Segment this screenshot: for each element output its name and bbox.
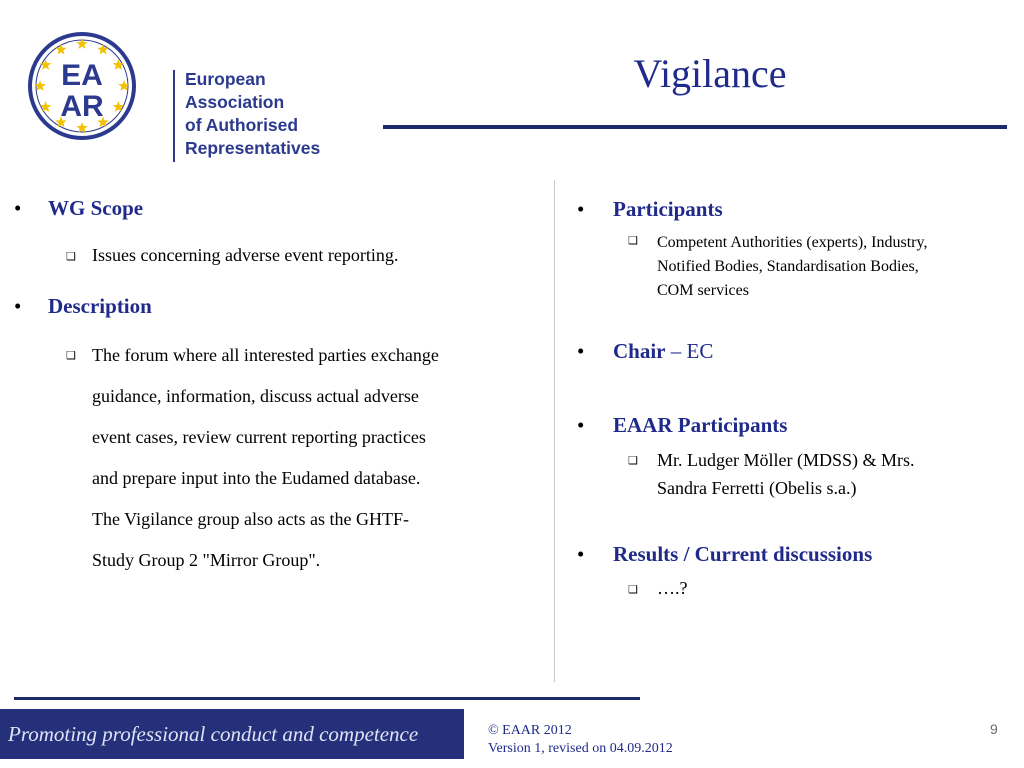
page-number: 9 bbox=[990, 721, 998, 737]
description-text bbox=[92, 335, 439, 581]
bullet-dot: • bbox=[577, 339, 585, 363]
eaar-participants-line: Sandra Ferretti (Obelis s.a.) bbox=[657, 478, 857, 498]
chair-heading: Chair bbox=[613, 339, 666, 363]
version-text: Version 1, revised on 04.09.2012 bbox=[488, 741, 673, 756]
column-divider bbox=[554, 180, 555, 682]
description-heading: Description bbox=[48, 294, 152, 318]
participants-heading: Participants bbox=[613, 197, 723, 221]
description-line: The Vigilance group also acts as the GHTF- bbox=[92, 509, 410, 529]
logo-line: Representatives bbox=[185, 138, 321, 158]
participants-line: Competent Authorities (experts), Industry, bbox=[657, 234, 928, 251]
logo-wordmark bbox=[185, 68, 320, 160]
sub-bullet-box: ❑ bbox=[628, 584, 638, 596]
results-heading: Results / Current discussions bbox=[613, 542, 873, 566]
chair-line bbox=[613, 339, 713, 364]
logo-mark-ea: EA bbox=[61, 59, 103, 92]
logo-line: of Authorised bbox=[185, 115, 299, 135]
participants-line: Notified Bodies, Standardisation Bodies, bbox=[657, 258, 919, 275]
footer-rule bbox=[14, 697, 640, 700]
sub-bullet-box: ❑ bbox=[66, 350, 76, 362]
participants-text bbox=[657, 231, 927, 303]
logo-line: European bbox=[185, 69, 266, 89]
eaar-logo bbox=[25, 30, 333, 158]
description-line: event cases, review current reporting practices bbox=[92, 427, 426, 447]
sub-bullet-box: ❑ bbox=[66, 251, 76, 263]
logo-line: Association bbox=[185, 92, 285, 112]
description-line: The forum where all interested parties exchange bbox=[92, 345, 439, 365]
logo-divider bbox=[173, 70, 175, 162]
bullet-dot: • bbox=[577, 197, 585, 221]
eaar-participants-line: Mr. Ludger Möller (MDSS) & Mrs. bbox=[657, 450, 915, 470]
footer-copyright-block bbox=[488, 722, 673, 758]
description-line: Study Group 2 "Mirror Group". bbox=[92, 550, 321, 570]
description-line: and prepare input into the Eudamed database. bbox=[92, 468, 421, 488]
participants-line: COM services bbox=[657, 282, 749, 299]
bullet-dot: • bbox=[14, 196, 22, 220]
copyright-text: © EAAR 2012 bbox=[488, 723, 572, 738]
eaar-participants-text bbox=[657, 446, 915, 502]
sub-bullet-box: ❑ bbox=[628, 455, 638, 467]
sub-bullet-box: ❑ bbox=[628, 235, 638, 247]
bullet-dot: • bbox=[577, 542, 585, 566]
wg-scope-heading: WG Scope bbox=[48, 196, 144, 220]
eaar-emblem-icon bbox=[25, 30, 175, 142]
eaar-participants-heading: EAAR Participants bbox=[613, 413, 788, 437]
chair-value: – EC bbox=[665, 339, 714, 363]
bullet-dot: • bbox=[577, 413, 585, 437]
description-line: guidance, information, discuss actual adverse bbox=[92, 386, 419, 406]
results-item-text: ….? bbox=[657, 578, 688, 598]
logo-mark-ar: AR bbox=[60, 90, 104, 123]
bullet-dot: • bbox=[14, 294, 22, 318]
wg-scope-item-text: Issues concerning adverse event reporting. bbox=[92, 245, 399, 265]
footer-slogan: Promoting professional conduct and competence bbox=[0, 709, 464, 759]
title-rule bbox=[383, 125, 1007, 129]
slide-title: Vigilance bbox=[633, 51, 787, 96]
